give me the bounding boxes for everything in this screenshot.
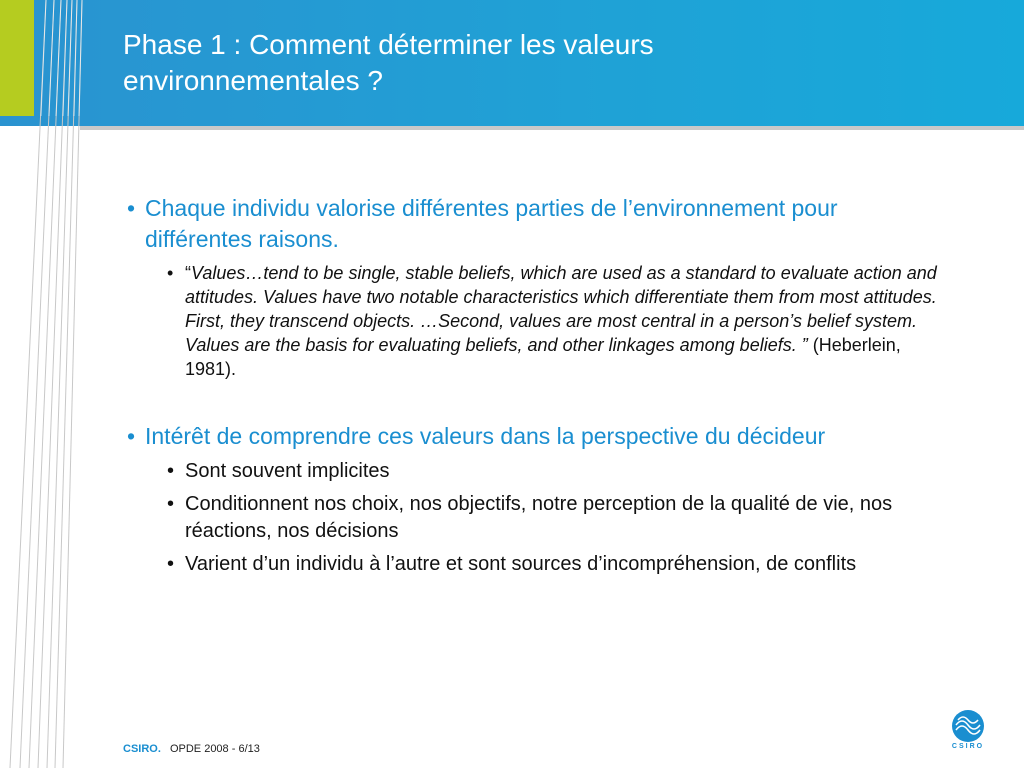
bullet-icon: • — [127, 195, 136, 221]
list-item-text: Varient d’un individu à l’autre et sont sources d’incompréhension, de conflits — [185, 553, 857, 575]
bullet-icon: • — [127, 423, 136, 449]
green-accent-block — [0, 0, 34, 116]
header-shadow — [80, 126, 1024, 130]
slide-title: Phase 1 : Comment déterminer les valeurs environnementales ? — [123, 29, 654, 96]
list-item — [167, 458, 947, 485]
list-item-text: Conditionnent nos choix, nos objectifs, notre perception de la qualité de vie, nos réactions, nos décisions — [185, 493, 893, 542]
bullet-icon: • — [167, 553, 175, 575]
quote-text: Values…tend to be single, stable beliefs, which are used as a standard to evaluate action and attitudes. Values have two notable characteristics which differentiate them from most attitudes. First, they transcend objects. …Second, values are most central in a person’s belief system. Values are the basis for evaluating beliefs, and other linkages among beliefs. ” — [185, 263, 937, 355]
bullet-icon: • — [167, 460, 175, 482]
footer-brand: CSIRO. — [123, 743, 161, 755]
section-1-heading: Chaque individu valorise différentes parties de l’environnement pour différentes raisons. — [145, 195, 838, 252]
bullet-section-2 — [127, 421, 947, 452]
quote-citation: (Heberlein, 1981). — [185, 335, 901, 379]
bullet-icon: • — [167, 493, 175, 515]
quote-bullet — [167, 261, 947, 381]
footer — [123, 742, 260, 756]
bullet-section-1 — [127, 193, 947, 255]
slide-content — [127, 193, 947, 578]
logo-wordmark: CSIRO — [951, 743, 985, 750]
list-item-text: Sont souvent implicites — [185, 460, 390, 482]
list-item — [167, 551, 947, 578]
section-gap — [127, 381, 947, 421]
bullet-icon: • — [167, 263, 174, 283]
list-item — [167, 491, 947, 545]
footer-reference: OPDE 2008 - 6/13 — [169, 743, 260, 755]
quote-open-mark: “ — [185, 263, 191, 283]
section-2-heading: Intérêt de comprendre ces valeurs dans la perspective du décideur — [145, 423, 826, 449]
